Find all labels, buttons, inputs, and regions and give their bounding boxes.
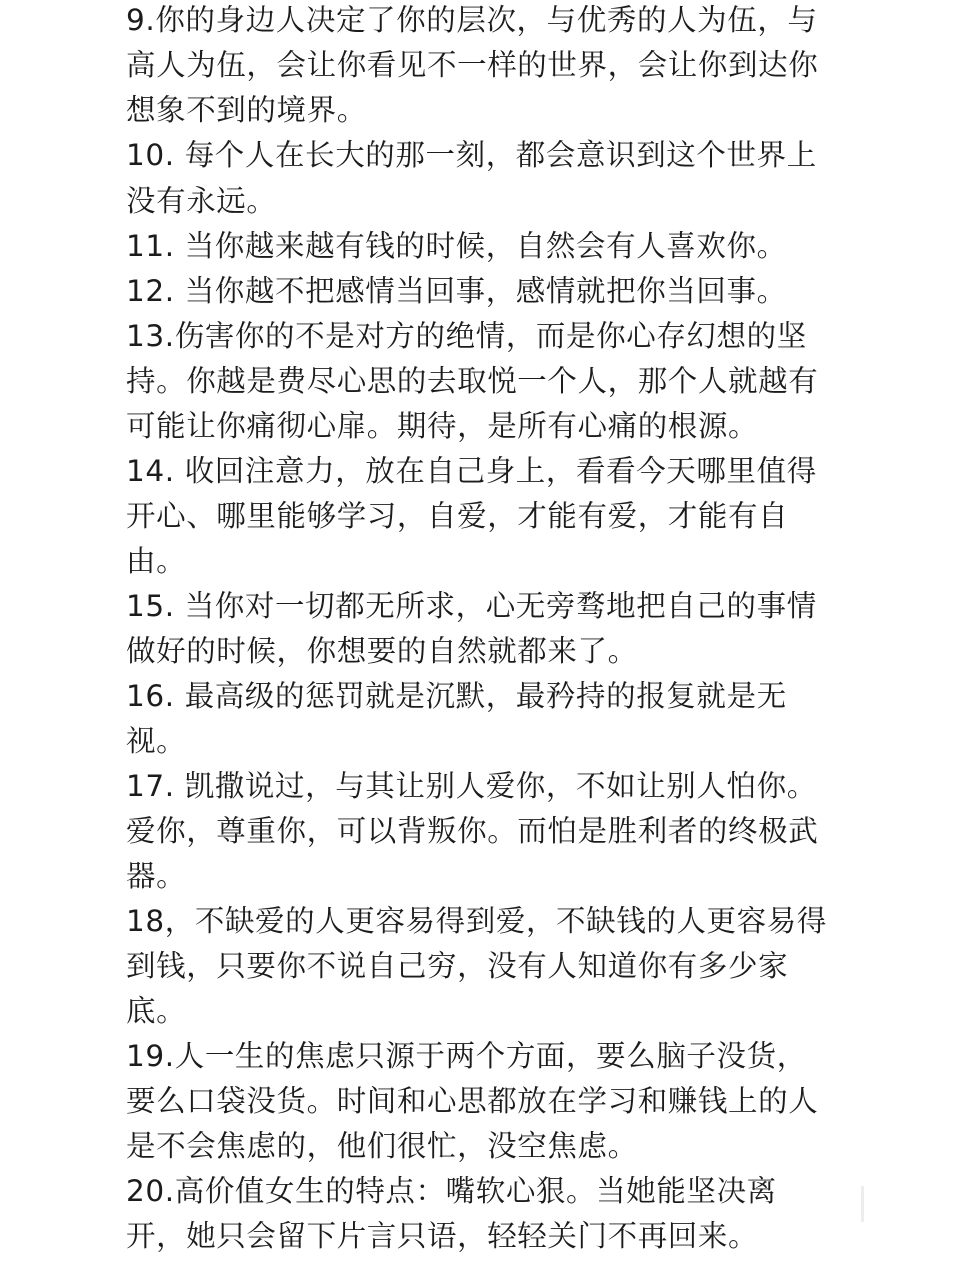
text-line: 没有永远。 xyxy=(126,184,277,218)
scroll-edge-marker xyxy=(861,1186,864,1222)
text-line: 底。 xyxy=(126,994,187,1028)
text-line: 12. 当你越不把感情当回事，感情就把你当回事。 xyxy=(126,274,787,308)
text-line: 做好的时候，你想要的自然就都来了。 xyxy=(126,634,638,668)
text-line: 是不会焦虑的，他们很忙，没空焦虑。 xyxy=(126,1129,638,1163)
text-line: 15. 当你对一切都无所求，心无旁骛地把自己的事情 xyxy=(126,589,817,623)
text-line: 到钱，只要你不说自己穷，没有人知道你有多少家 xyxy=(126,949,789,983)
text-line: 13.伤害你的不是对方的绝情，而是你心存幻想的坚 xyxy=(126,319,807,353)
text-line: 17. 凯撒说过，与其让别人爱你，不如让别人怕你。 xyxy=(126,769,817,803)
text-line: 18，不缺爱的人更容易得到爱，不缺钱的人更容易得 xyxy=(126,904,827,938)
text-line: 开，她只会留下片言只语，轻轻关门不再回来。 xyxy=(126,1219,759,1253)
text-line: 持。你越是费尽心思的去取悦一个人，那个人就越有 xyxy=(126,364,819,398)
text-line: 11. 当你越来越有钱的时候，自然会有人喜欢你。 xyxy=(126,229,787,263)
text-line: 开心、哪里能够学习，自爱，才能有爱，才能有自 xyxy=(126,499,789,533)
text-line: 由。 xyxy=(126,544,187,578)
text-line: 高人为伍，会让你看见不一样的世界，会让你到达你 xyxy=(126,48,819,82)
text-line: 器。 xyxy=(126,859,187,893)
text-line: 19.人一生的焦虑只源于两个方面，要么脑子没货， xyxy=(126,1039,807,1073)
text-line: 9.你的身边人决定了你的层次，与优秀的人为伍，与 xyxy=(126,3,818,37)
text-line: 要么口袋没货。时间和心思都放在学习和赚钱上的人 xyxy=(126,1084,819,1118)
text-line: 想象不到的境界。 xyxy=(126,93,367,127)
text-line: 可能让你痛彻心扉。期待，是所有心痛的根源。 xyxy=(126,409,759,443)
text-line: 14. 收回注意力，放在自己身上，看看今天哪里值得 xyxy=(126,454,817,488)
text-line: 10. 每个人在长大的那一刻，都会意识到这个世界上 xyxy=(126,138,817,172)
text-line: 视。 xyxy=(126,724,187,758)
text-line: 16. 最高级的惩罚就是沉默，最矜持的报复就是无 xyxy=(126,679,787,713)
text-line: 20.高价值女生的特点：嘴软心狠。当她能坚决离 xyxy=(126,1174,777,1208)
text-line: 爱你，尊重你，可以背叛你。而怕是胜利者的终极武 xyxy=(126,814,819,848)
